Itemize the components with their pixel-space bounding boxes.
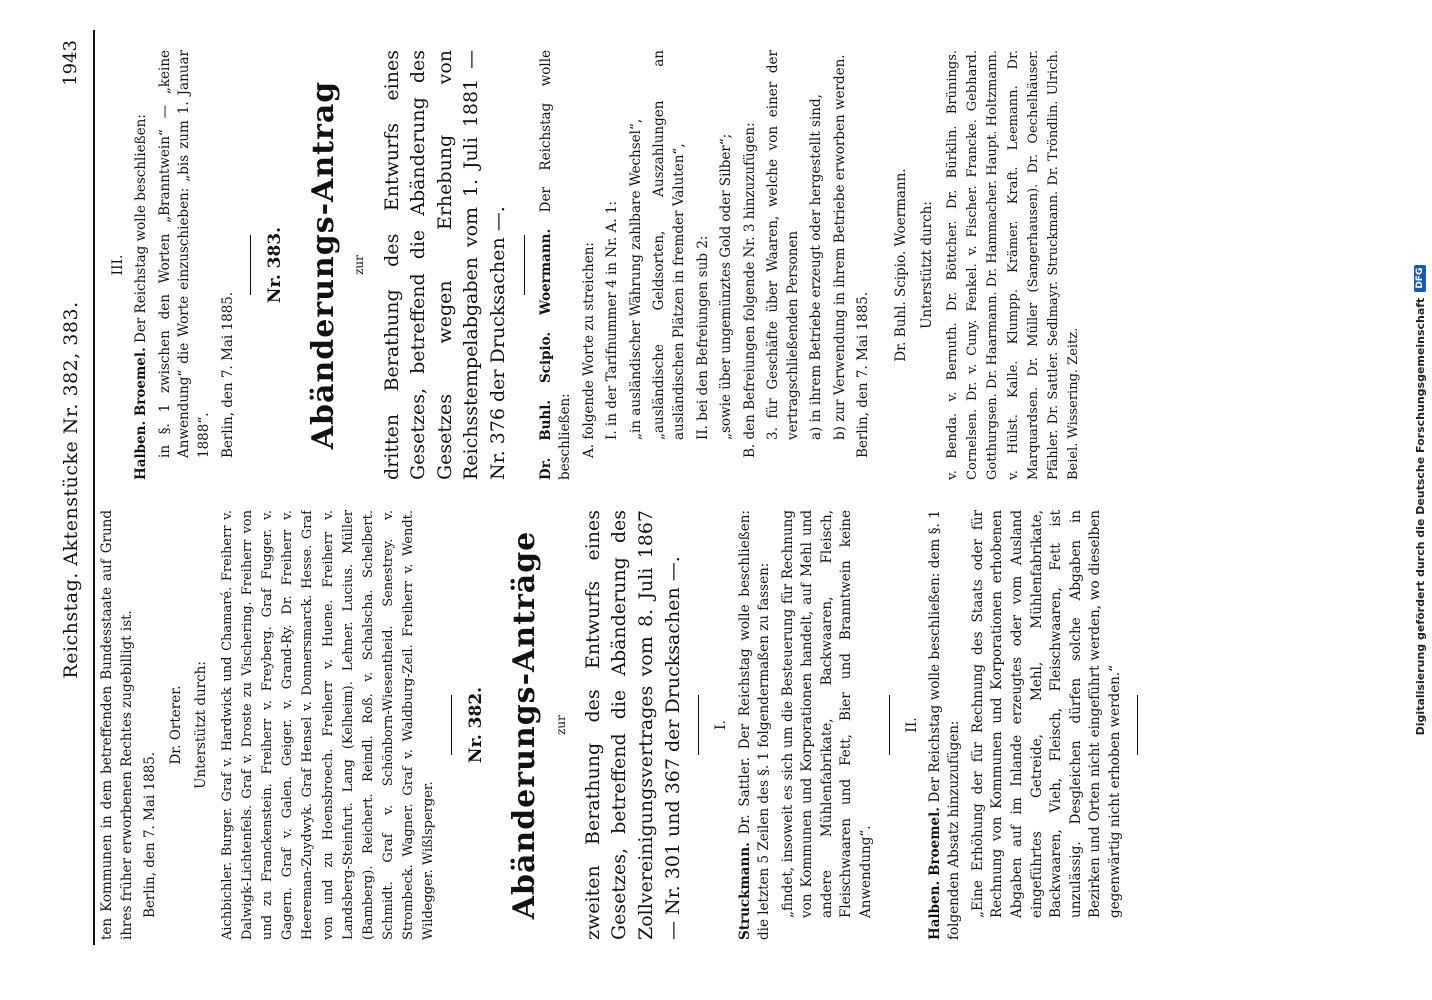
section-numeral: I.: [713, 720, 730, 730]
clause-ba: a) in ihrem Betriebe erzeugt oder hergestellt sind,: [808, 94, 825, 440]
clause-bb: b) zur Verwendung in ihrem Betriebe erworben werden.: [831, 54, 848, 440]
section-numeral: III.: [110, 254, 126, 276]
zur-label: zur: [553, 715, 568, 735]
page-header-title: Reichstag. Aktenstücke Nr. 382, 383.: [60, 301, 82, 679]
digitization-sidebar: [1408, 0, 1432, 1000]
clause-b3: 3. für Geschäfte über Waaren, welche von einer der vertragschließenden Personen: [765, 50, 801, 440]
section-divider: [524, 235, 525, 295]
date-line: Berlin, den 7. Mai 1885.: [142, 751, 159, 918]
right-column: [98, 50, 1358, 480]
left-column: [98, 510, 1358, 940]
zur-label: zur: [352, 255, 367, 275]
document-number: Nr. 383.: [265, 226, 286, 304]
motion-subject: zweiten Berathung des Entwurfs eines Gesetzes, betreffend die Abänderung des Zollvereinigungsvertrages vom 8. Juli 1867 — Nr. 301 und 367 der Drucksachen —.: [581, 510, 684, 940]
page-number: 1943: [60, 40, 81, 86]
motion-quote: „Eine Erhöhung der für Rechnung des Staats oder für Rechnung von Kommunen und Korporationen erhobenen Abgaben auf im Inlande erzeugtes oder vom Ausland eingeführtes Getreide, Mehl, Mühlenfabrikate, Backwaaren, Vieh, Fleisch, Fleischwaaren, Fett ist unzulässig. Desgleichen dürfen solche Abgaben in Bezirken und Orten nicht eingeführt werden, wo dieselben gegenwärtig nicht erhoben werden.“: [969, 510, 1123, 918]
motion-title: Abänderungs-Antrag: [305, 80, 341, 450]
motion-text: Dr. Sattler. Der Reichstag wolle beschließen: die letzten 5 Zeilen des §. 1 folgendermaßen zu fassen:: [736, 510, 773, 940]
clause-a: A. folgende Worte zu streichen:: [580, 242, 597, 458]
signatory: Dr. Buhl. Scipio. Woermann.: [893, 168, 910, 362]
motion-item: in §. 1 zwischen den Worten „Branntwein“ — „keine Anwendung“ die Worte einzuschieben: „bis zum 1. Januar 1888“.: [156, 50, 212, 458]
clause-a1-quote: „in ausländischer Währung zahlbare Wechsel“,: [627, 118, 644, 440]
motion-proposer: Struckmann.: [736, 842, 753, 940]
date-line: Berlin, den 7. Mai 1885.: [855, 291, 872, 458]
digitization-text: Digitalisierung gefördert durch die Deutsche Forschungsgemeinschaft: [1413, 297, 1427, 736]
supporter-names: Aichbichler. Burger. Graf v. Hardwick und Chamaré. Freiherr v. Dalwigk-Lichtenfels. Graf v. Droste zu Vischering. Freiherr von und zu Franckenstein. Freiherr v. Freyberg. Graf Fugger. v. Gagern. Graf v. Galen. Geiger. v. Grand-Ry. Dr. Freiherr v. Heereman-Zuydwyk. Graf Hensel v. Donnersmarck. Hesse. Graf von und zu Hoensbroech. Freiherr v. Huene. Freiherr v. Landsberg-Steinfurt. Lang (Kelheim). Lehner. Lucius. Müller (Bamberg). Reichert. Reindl. Roß. v. Schalscha. Schelbert. Schmidt. Graf v. Schönborn-Wiesentheid. Senestrey. v. Strombeck. Wagner. Graf v. Waldburg-Zeil. Freiherr v. Wendt. Wildegger. Wißlsperger.: [219, 510, 437, 940]
dfg-logo: DFG: [1414, 265, 1426, 292]
motion-text: Der Reichstag wolle beschließen:: [133, 114, 150, 348]
motion-text: Der Reichstag wolle beschließen:: [537, 50, 574, 480]
motion-paragraph: [537, 50, 576, 480]
motion-quote: „findet, insoweit es sich um die Besteuerung für Rechnung von Kommunen und Korporationen handelt, auf Mehl und andere Mühlenfabrikate, Backwaaren, Fleisch, Fleischwaaren und Fett, Bier und Branntwein keine Anwendung“.: [779, 510, 874, 918]
page-header: [60, 40, 90, 940]
signatory: Dr. Orterer.: [167, 685, 184, 765]
continuation-paragraph: ten Kommunen in dem betreffenden Bundesstaate auf Grund ihres früher erworbenen Rechtes zugebilligt ist.: [99, 510, 135, 940]
motion-title: Abänderungs-Anträge: [507, 530, 542, 920]
document-number: Nr. 382.: [466, 686, 487, 764]
supporter-names: v. Benda. v. Bernuth. Dr. Böttcher. Dr. Bürklin. Brünings. Cornelsen. Dr. v. Cuny. Fenkel. v. Fischer. Francke. Gebhard. Gotthurgsen. Dr. Haarmann. Dr. Hammacher. Haupt. Holtzmann. v. Hülst. Kalle. Klumpp. Krämer. Kraft. Leemann. Dr. Marquardsen. Dr. Müller (Sangerhausen). Dr. Oechelhäuser. Pfähler. Dr. Sattler. Sedlmayr. Struckmann. Dr. Tröndlin. Ulrich. Beiel. Wissering. Zeitz.: [945, 50, 1082, 480]
header-rule: [93, 30, 95, 945]
clause-a2-quote: „sowie über ungemünztes Gold oder Silber“;: [718, 133, 735, 440]
supported-by-label: Unterstützt durch:: [918, 201, 935, 329]
clause-b: B. den Befreiungen folgende Nr. 3 hinzuzufügen:: [741, 122, 758, 458]
motion-proposer: Halben. Broemel.: [926, 807, 943, 940]
supported-by-label: Unterstützt durch:: [193, 661, 210, 789]
section-divider: [250, 235, 251, 295]
motion-proposer: Dr. Buhl. Scipio. Woermann.: [537, 228, 554, 480]
section-divider: [1137, 695, 1138, 755]
date-line: Berlin, den 7. Mai 1885.: [219, 291, 236, 458]
motion-paragraph: [132, 50, 152, 480]
section-divider: [889, 695, 890, 755]
clause-a2: II. bei den Befreiungen sub 2:: [694, 235, 711, 440]
section-numeral: II.: [903, 717, 920, 733]
motion-text: Der Reichstag wolle beschließen: dem §. 1 folgenden Absatz hinzuzufügen:: [926, 510, 963, 940]
clause-a1-quote: „ausländische Geldsorten, Auszahlungen an ausländischen Plätzen in fremder Valuten“,: [651, 50, 687, 440]
motion-paragraph: [926, 510, 965, 940]
motion-paragraph: [736, 510, 775, 940]
motion-subject: dritten Berathung des Entwurfs eines Gesetzes, betreffend die Abänderung des Gesetzes wegen Erhebung von Reichsstempelabgaben vom 1. Juli 1881 — Nr. 376 der Drucksachen —.: [380, 50, 510, 480]
motion-proposer: Halben. Broemel.: [133, 347, 150, 480]
section-divider: [451, 695, 452, 755]
section-divider: [698, 695, 699, 755]
clause-a1: I. in der Tarifnummer 4 in Nr. A. 1:: [604, 200, 621, 440]
